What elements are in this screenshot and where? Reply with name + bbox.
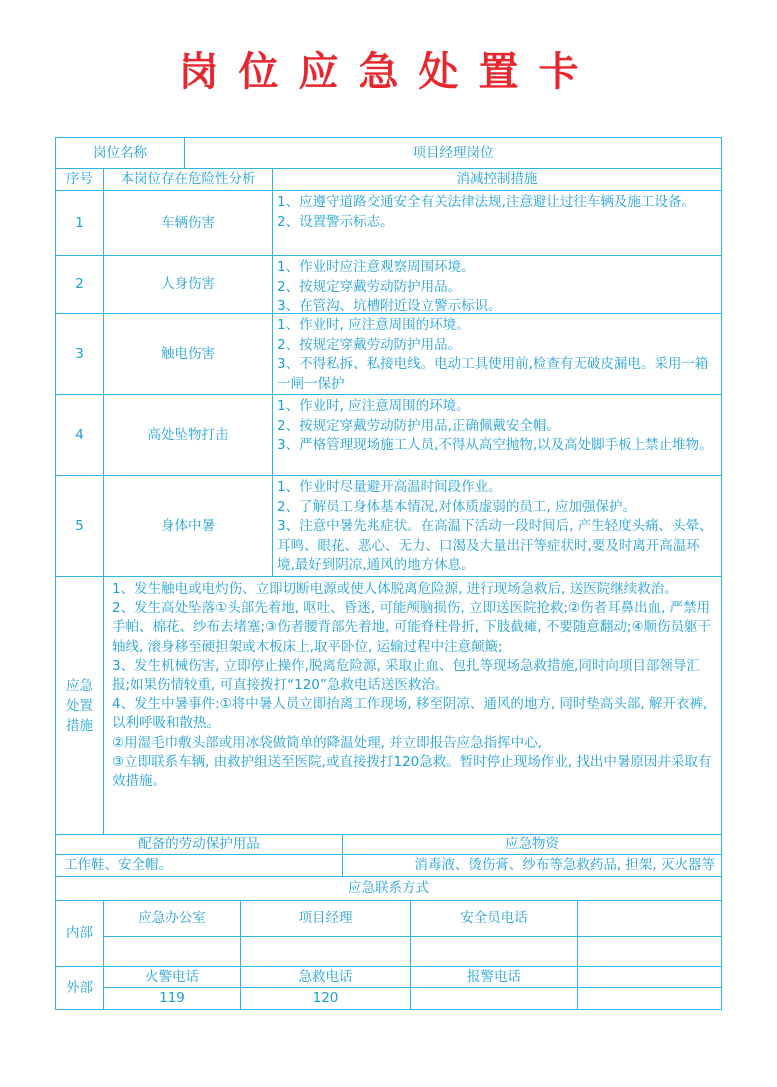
- page-title: 岗位应急处置卡: [178, 49, 599, 95]
- measure-line: 3、在管沟、坑槽附近设立警示标识。: [277, 298, 502, 314]
- risk-measures: [273, 314, 721, 395]
- risk-name: 触电伤害: [104, 314, 273, 395]
- risk-name: 车辆伤害: [104, 191, 273, 256]
- measure-line: 1、作业时, 应注意周围的环境。: [277, 317, 470, 333]
- risk-no: 1: [56, 191, 104, 256]
- internal-contact-number: [241, 937, 411, 967]
- external-contact-number: 119: [104, 988, 241, 1009]
- risk-measures: [273, 395, 721, 476]
- external-contact-blank: [578, 967, 721, 988]
- risk-no: 4: [56, 395, 104, 476]
- measure-line: 1、作业时, 应注意周围的环境。: [277, 398, 470, 414]
- external-label: 外部: [56, 967, 104, 1009]
- materials-label: 应急物资: [343, 835, 721, 855]
- emergency-line: 4、发生中暑事件:①将中暑人员立即抬离工作现场, 移至阴凉、通风的地方, 同时垫高头部, 解开衣裤,以利呼吸和散热。: [112, 696, 708, 732]
- measure-line: 2、按规定穿戴劳动防护用品。: [277, 336, 462, 353]
- external-contact-name: 火警电话: [104, 967, 241, 988]
- post-name-label: 岗位名称: [56, 138, 185, 169]
- internal-contact-number: [578, 937, 721, 967]
- emergency-label: 应急处置措施: [56, 577, 104, 835]
- emergency-line: ②用湿毛巾敷头部或用冰袋做简单的降温处理, 并立即报告应急指挥中心,: [112, 734, 542, 751]
- emergency-card: [55, 137, 722, 1010]
- emergency-line: 3、发生机械伤害, 立即停止操作,脱离危险源, 采取止血、包扎等现场急救措施,同时向项目部领导汇报;如果伤情较重, 可直接拨打“120”急救电话送医救治。: [112, 657, 700, 694]
- risk-name: 身体中暑: [104, 476, 273, 577]
- col-risk-header: 本岗位存在危险性分析: [104, 169, 273, 191]
- risk-no: 5: [56, 476, 104, 577]
- external-contact-number: 120: [241, 988, 411, 1009]
- risk-name: 人身伤害: [104, 256, 273, 314]
- measure-line: 3、不得私拆、私接电线。电动工具使用前,检查有无破皮漏电。采用一箱一闸一保护: [277, 356, 709, 392]
- measure-line: 3、严格管理现场施工人员,不得从高空抛物,以及高处脚手板上禁止堆物。: [277, 437, 713, 453]
- risk-measures: [273, 476, 721, 577]
- materials-value: 消毒液、烫伤膏、纱布等急救药品, 担架, 灭火器等: [343, 855, 721, 877]
- internal-label: 内部: [56, 901, 104, 967]
- internal-contact-blank: [578, 901, 721, 937]
- external-contact-number: [411, 988, 578, 1009]
- external-contact-number: [578, 988, 721, 1009]
- emergency-line: 1、发生触电或电灼伤、立即切断电源或使人体脱离危险源, 进行现场急救后, 送医院继续救治。: [112, 581, 678, 597]
- measure-line: 2、按规定穿戴劳动防护用品,正确佩戴安全帽。: [277, 417, 560, 434]
- measure-line: 1、作业时应注意观察周围环境。: [277, 259, 475, 275]
- internal-contact-number: [411, 937, 578, 967]
- ppe-value: 工作鞋、安全帽。: [56, 855, 343, 877]
- emergency-measures: [104, 577, 721, 835]
- measure-line: 1、作业时尽量避开高温时间段作业。: [277, 479, 502, 495]
- ppe-label: 配备的劳动保护用品: [56, 835, 343, 855]
- contacts-title: 应急联系方式: [56, 877, 721, 901]
- measure-line: 2、按规定穿戴劳动防护用品。: [277, 278, 462, 295]
- internal-contact-name: 安全员电话: [411, 901, 578, 937]
- measure-line: 2、了解员工身体基本情况,对体质虚弱的员工, 应加强保护。: [277, 498, 636, 515]
- measure-line: 1、应遵守道路交通安全有关法律法规,注意避让过往车辆及施工设备。: [277, 194, 695, 210]
- risk-name: 高处坠物打击: [104, 395, 273, 476]
- external-contact-name: 报警电话: [411, 967, 578, 988]
- risk-measures: [273, 256, 721, 314]
- risk-no: 2: [56, 256, 104, 314]
- measure-line: 3、注意中暑先兆症状。在高温下活动一段时间后, 产生轻度头痛、头晕、耳鸣、眼花、恶心、无力、口渴及大量出汗等症状时,要及时离开高温环境,最好到阴凉,通风的地方休息。: [277, 518, 713, 573]
- measure-line: 2、设置警示标志。: [277, 213, 394, 230]
- internal-contact-name: 应急办公室: [104, 901, 241, 937]
- col-measures-header: 消减控制措施: [273, 169, 721, 191]
- external-contact-name: 急救电话: [241, 967, 411, 988]
- risk-measures: [273, 191, 721, 256]
- internal-contact-name: 项目经理: [241, 901, 411, 937]
- col-no-header: 序号: [56, 169, 104, 191]
- risk-no: 3: [56, 314, 104, 395]
- emergency-line: ③立即联系车辆, 由救护组送至医院,或直接拨打120急救。暂时停止现场作业, 找出中暑原因并采取有效措施。: [112, 753, 712, 790]
- internal-contact-number: [104, 937, 241, 967]
- emergency-line: 2、发生高处坠落①头部先着地, 呕吐、昏迷, 可能颅脑损伤, 立即送医院抢救;②伤者耳鼻出血, 严禁用手帕、棉花、纱布去堵塞;③伤者腰背部先着地, 可能脊柱骨折, 下肢截瘫, 不要随意翻动;④顺伤员躯干轴线, 滚身移至硬担架或木板床上,取平卧位, 运输过程中注意颠簸;: [112, 600, 712, 655]
- post-name-value: 项目经理岗位: [185, 138, 721, 169]
